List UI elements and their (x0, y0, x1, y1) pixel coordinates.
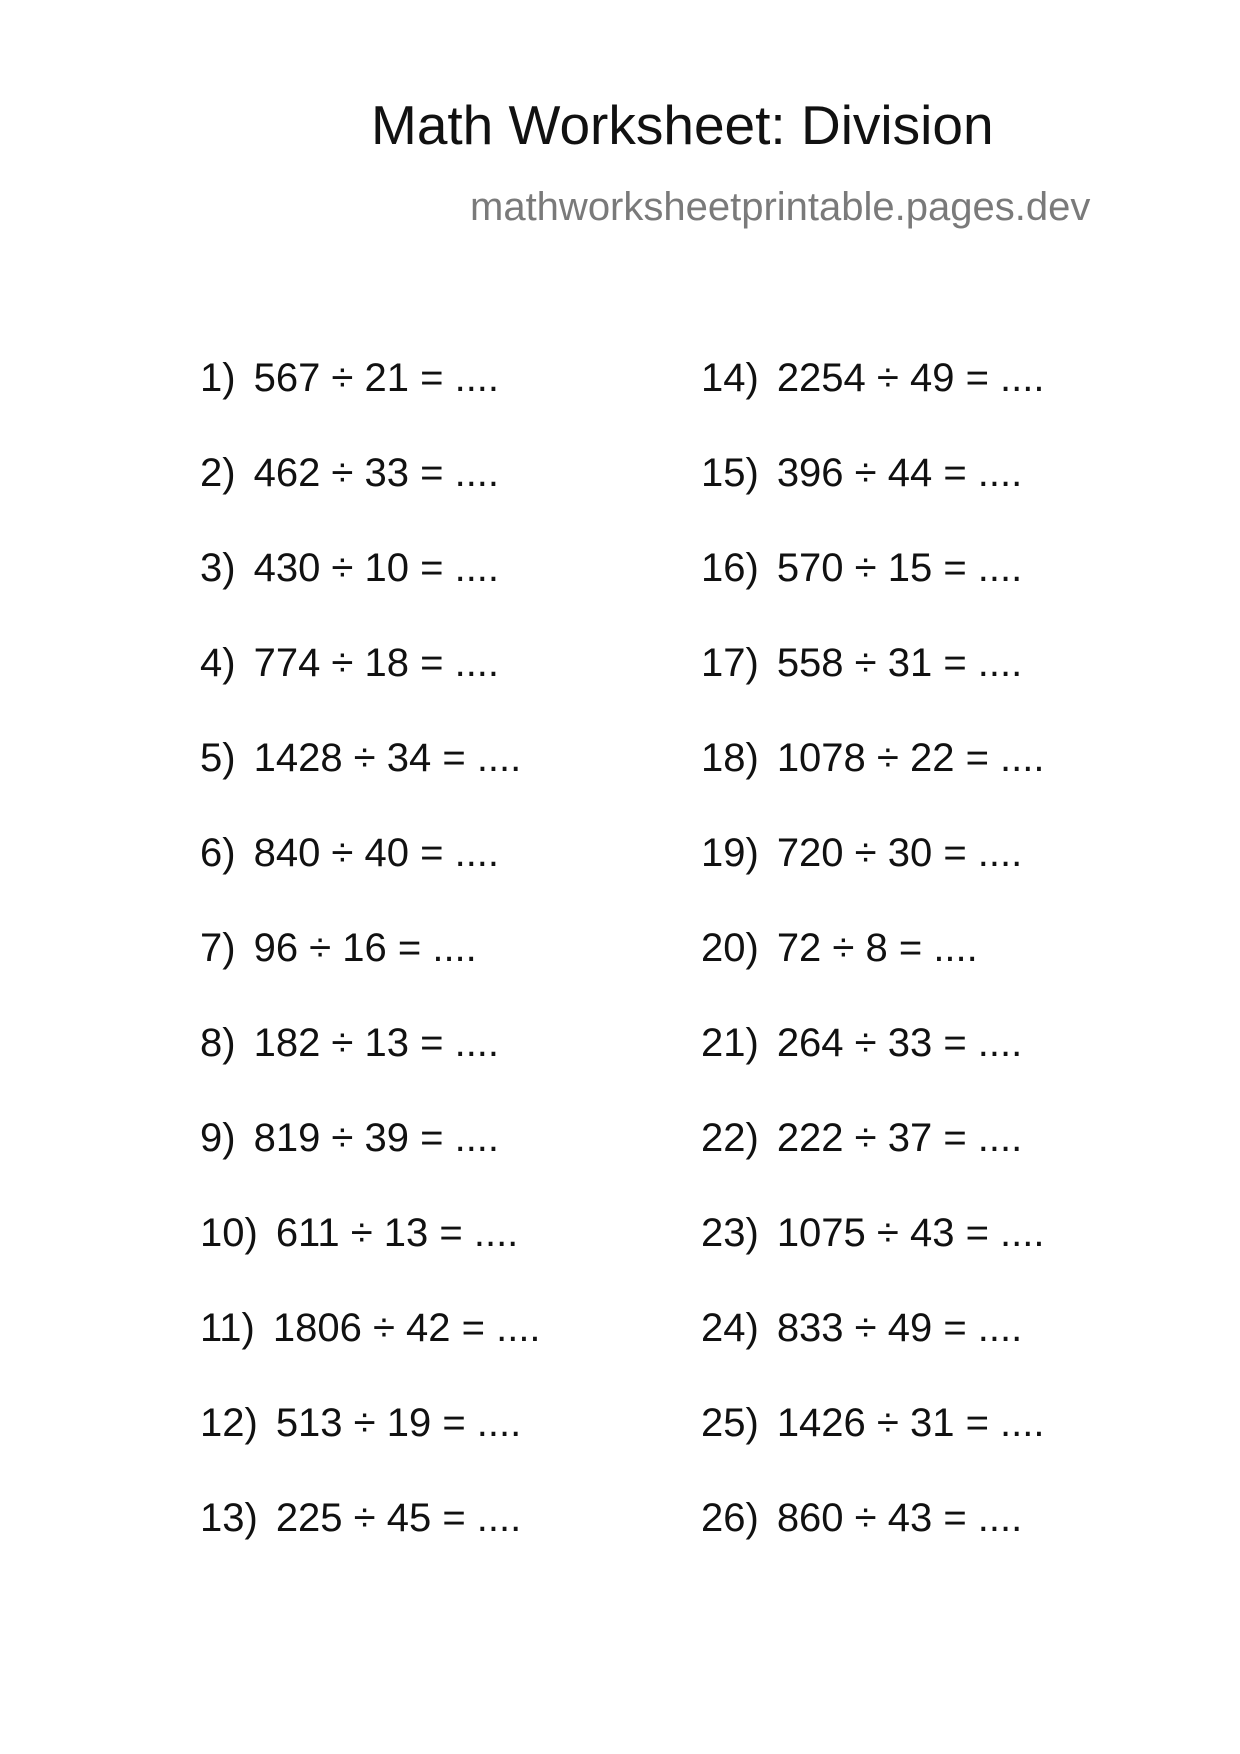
problem-item (200, 728, 541, 823)
problem-expression: 1426 ÷ 31 = .... (776, 1401, 1045, 1445)
problem-expression: 1078 ÷ 22 = .... (776, 736, 1045, 780)
problem-number: 6) (200, 831, 236, 875)
problem-item (701, 823, 1045, 918)
problem-number: 14) (701, 356, 759, 400)
problem-expression: 96 ÷ 16 = .... (253, 926, 477, 970)
problem-number: 3) (200, 546, 236, 590)
problem-item (200, 633, 541, 728)
problem-number: 22) (701, 1116, 759, 1160)
problem-expression: 396 ÷ 44 = .... (776, 451, 1023, 495)
problem-expression: 860 ÷ 43 = .... (776, 1496, 1023, 1540)
problem-number: 12) (200, 1401, 258, 1445)
problem-item (701, 1108, 1045, 1203)
problem-expression: 833 ÷ 49 = .... (776, 1306, 1023, 1350)
problem-number: 26) (701, 1496, 759, 1540)
site-url: mathworksheetprintable.pages.dev (470, 185, 1091, 229)
problem-item (200, 1393, 541, 1488)
problem-expression: 2254 ÷ 49 = .... (776, 356, 1045, 400)
problem-expression: 72 ÷ 8 = .... (776, 926, 978, 970)
problem-number: 15) (701, 451, 759, 495)
problem-item (701, 348, 1045, 443)
problem-item (200, 1298, 541, 1393)
problem-item (200, 823, 541, 918)
problem-item (701, 918, 1045, 1013)
problem-number: 8) (200, 1021, 236, 1065)
problem-expression: 840 ÷ 40 = .... (253, 831, 500, 875)
problem-item (200, 1488, 541, 1583)
problem-item (701, 443, 1045, 538)
problem-item (200, 348, 541, 443)
problem-number: 16) (701, 546, 759, 590)
problem-expression: 1428 ÷ 34 = .... (253, 736, 522, 780)
problem-number: 21) (701, 1021, 759, 1065)
problem-number: 9) (200, 1116, 236, 1160)
problem-expression: 774 ÷ 18 = .... (253, 641, 500, 685)
problem-expression: 720 ÷ 30 = .... (776, 831, 1023, 875)
problem-expression: 558 ÷ 31 = .... (776, 641, 1023, 685)
problem-item (701, 1203, 1045, 1298)
problem-item (701, 728, 1045, 823)
problem-expression: 513 ÷ 19 = .... (275, 1401, 522, 1445)
problem-expression: 1075 ÷ 43 = .... (776, 1211, 1045, 1255)
problem-number: 4) (200, 641, 236, 685)
problem-expression: 570 ÷ 15 = .... (776, 546, 1023, 590)
problem-column-right (701, 348, 1045, 1583)
problem-expression: 264 ÷ 33 = .... (776, 1021, 1023, 1065)
problem-item (200, 918, 541, 1013)
problem-item (200, 1013, 541, 1108)
page-title: Math Worksheet: Division (371, 94, 994, 156)
problem-number: 24) (701, 1306, 759, 1350)
problem-expression: 430 ÷ 10 = .... (253, 546, 500, 590)
problem-number: 10) (200, 1211, 258, 1255)
problem-number: 11) (200, 1306, 255, 1350)
problem-expression: 611 ÷ 13 = .... (275, 1211, 519, 1255)
problem-item (200, 1108, 541, 1203)
problem-expression: 567 ÷ 21 = .... (253, 356, 500, 400)
problem-number: 25) (701, 1401, 759, 1445)
problem-number: 2) (200, 451, 236, 495)
problem-number: 13) (200, 1496, 258, 1540)
problem-number: 17) (701, 641, 759, 685)
problem-expression: 1806 ÷ 42 = .... (272, 1306, 541, 1350)
problem-item (200, 443, 541, 538)
problem-number: 20) (701, 926, 759, 970)
problem-column-left (200, 348, 541, 1583)
problem-expression: 819 ÷ 39 = .... (253, 1116, 500, 1160)
problem-number: 19) (701, 831, 759, 875)
problem-item (701, 633, 1045, 728)
problem-item (701, 1013, 1045, 1108)
problem-item (701, 1488, 1045, 1583)
problem-item (200, 1203, 541, 1298)
problem-item (701, 538, 1045, 633)
problem-item (701, 1393, 1045, 1488)
problem-expression: 182 ÷ 13 = .... (253, 1021, 500, 1065)
problem-expression: 222 ÷ 37 = .... (776, 1116, 1023, 1160)
problem-item (701, 1298, 1045, 1393)
problem-item (200, 538, 541, 633)
problem-number: 23) (701, 1211, 759, 1255)
problem-number: 5) (200, 736, 236, 780)
problem-expression: 225 ÷ 45 = .... (275, 1496, 522, 1540)
problem-number: 18) (701, 736, 759, 780)
problem-expression: 462 ÷ 33 = .... (253, 451, 500, 495)
problem-number: 7) (200, 926, 236, 970)
problem-number: 1) (200, 356, 236, 400)
